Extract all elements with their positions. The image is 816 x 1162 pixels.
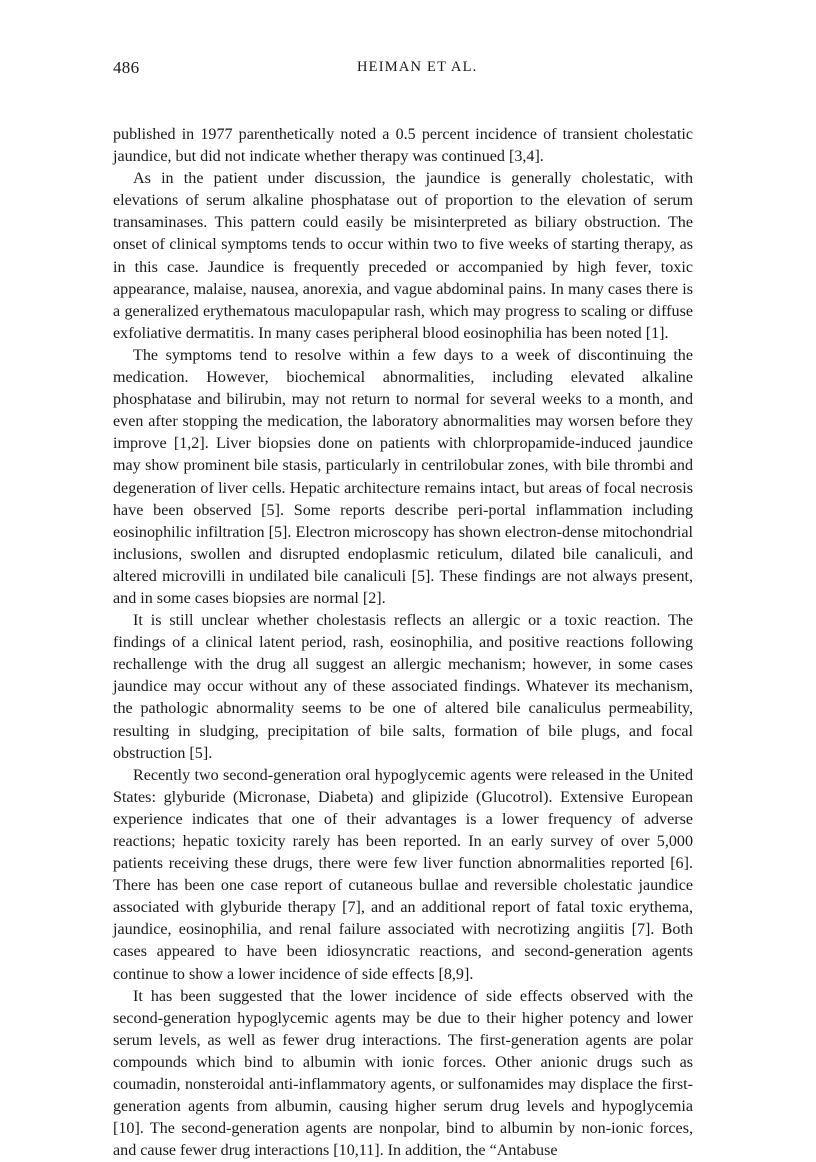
paragraph-second-generation-agents: Recently two second-generation oral hypoglycemic agents were released in the United States: glyburide (Micronase, Diabeta) and glipizide (Glucotrol). Extensive European experience indicates that one of their advantages is a lower frequency of adverse reactions; hepatic toxicity rarely has been reported. In an early survey of over 5,000 patients receiving these drugs, there were few liver function abnormalities reported [6]. There has been one case report of cutaneous bullae and reversible cholestatic jaundice associated with glyburide therapy [7], and an additional report of fatal toxic erythema, jaundice, eosinophilia, and renal failure associated with necrotizing angiitis [7]. Both cases appeared to have been idiosyncratic reactions, and second-generation agents continue to show a lower incidence of side effects [8,9]. xyxy=(113,766,693,983)
page-header xyxy=(113,58,693,82)
paragraph-side-effects: It has been suggested that the lower incidence of side effects observed with the second-generation hypoglycemic agents may be due to their higher potency and lower serum levels, as well as fewer drug interactions. The first-generation agents are polar compounds which bind to albumin with ionic forces. Other anionic drugs such as coumadin, nonsteroidal anti-inflammatory agents, or sulfonamides may displace the first-generation agents from albumin, causing higher serum drug levels and hypoglycemia [10]. The second-generation agents are nonpolar, bind to albumin by non-ionic forces, and cause fewer drug interactions [10,11]. In addition, the “Antabuse xyxy=(113,987,693,1160)
paragraph-continuation: published in 1977 parenthetically noted a 0.5 percent incidence of transient cholestatic jaundice, but did not indicate whether therapy was continued [3,4]. xyxy=(113,126,693,166)
article-body xyxy=(113,124,693,1162)
running-head: HEIMAN ET AL. xyxy=(357,59,478,75)
page-number: 486 xyxy=(113,58,140,77)
paragraph-mechanism: It is still unclear whether cholestasis reflects an allergic or a toxic reaction. The findings of a clinical latent period, rash, eosinophilia, and positive reactions following rechallenge with the drug all suggest an allergic mechanism; however, in some cases jaundice may occur without any of these associated findings. Whatever its mechanism, the pathologic abnormality seems to be one of altered bile canaliculus permeability, resulting in sludging, precipitation of bile salts, formation of bile plugs, and focal obstruction [5]. xyxy=(113,612,693,762)
paragraph-jaundice-pattern: As in the patient under discussion, the jaundice is generally cholestatic, with elevations of serum alkaline phosphatase out of proportion to the elevation of serum transaminases. This pattern could easily be misinterpreted as biliary obstruction. The onset of clinical symptoms tends to occur within two to five weeks of starting therapy, as in this case. Jaundice is frequently preceded or accompanied by high fever, toxic appearance, malaise, nausea, anorexia, and vague abdominal pains. In many cases there is a generalized erythematous maculopapular rash, which may progress to scaling or diffuse exfoliative dermatitis. In many cases peripheral blood eosinophilia has been noted [1]. xyxy=(113,170,693,342)
paragraph-symptom-resolution: The symptoms tend to resolve within a few days to a week of discontinuing the medication. However, biochemical abnormalities, including elevated alkaline phosphatase and bilirubin, may not return to normal for several weeks to a month, and even after stopping the medication, the laboratory abnormalities may worsen before they improve [1,2]. Liver biopsies done on patients with chlorpropamide-induced jaundice may show prominent bile stasis, particularly in centrilobular zones, with bile thrombi and degeneration of liver cells. Hepatic architecture remains intact, but areas of focal necrosis have been observed [5]. Some reports describe peri-portal inflammation including eosinophilic infiltration [5]. Electron microscopy has shown electron-dense mitochondrial inclusions, swollen and disrupted endoplasmic reticulum, dilated bile canaliculi, and altered microvilli in undilated bile canaliculi [5]. These findings are not always present, and in some cases biopsies are normal [2]. xyxy=(113,346,693,607)
